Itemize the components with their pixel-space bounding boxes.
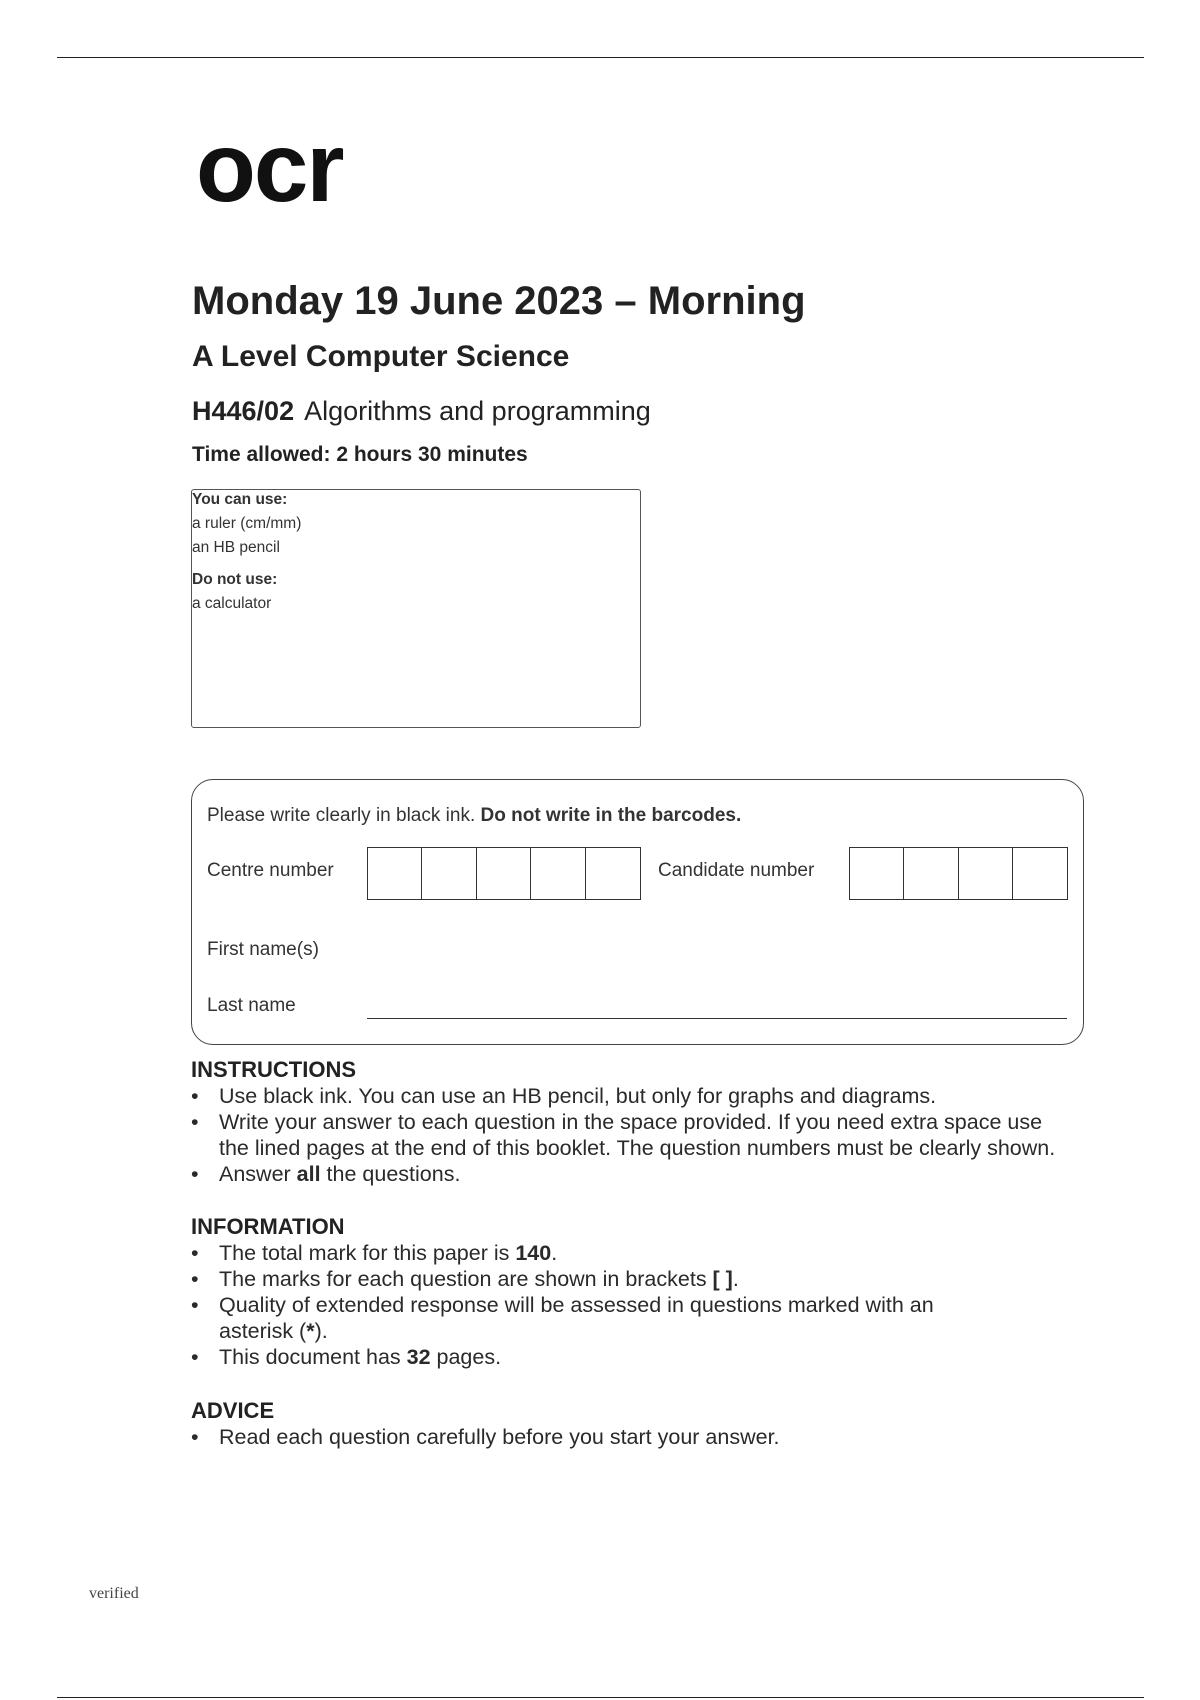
digit-box[interactable]: [850, 848, 904, 899]
advice-list: [191, 1424, 780, 1450]
cannot-use-item: a calculator: [192, 595, 272, 612]
list-item: • Quality of extended response will be assessed in questions marked with an asterisk (*).: [191, 1292, 934, 1344]
candidate-number-field[interactable]: [849, 847, 1068, 900]
list-item: • Answer all the questions.: [191, 1161, 1055, 1187]
digit-box[interactable]: [477, 848, 531, 899]
candidate-details-box: [191, 779, 1084, 1045]
barcode-warning: Do not write in the barcodes.: [480, 805, 742, 826]
advice-heading: ADVICE: [191, 1398, 275, 1423]
digit-box[interactable]: [531, 848, 585, 899]
information-heading: INFORMATION: [191, 1214, 345, 1239]
can-use-item: a ruler (cm/mm): [192, 515, 302, 532]
verified-mark: verified: [89, 1585, 139, 1602]
ocr-logo: ocr: [196, 112, 343, 222]
can-use-item: an HB pencil: [192, 539, 280, 556]
can-use-heading: You can use:: [192, 491, 288, 508]
digit-box[interactable]: [1013, 848, 1067, 899]
list-item: • Use black ink. You can use an HB pencil, but only for graphs and diagrams.: [191, 1083, 1055, 1109]
list-item: • The total mark for this paper is 140.: [191, 1240, 934, 1266]
information-list: [191, 1240, 934, 1370]
digit-box[interactable]: [959, 848, 1013, 899]
list-item: • The marks for each question are shown in brackets [ ].: [191, 1266, 934, 1292]
instructions-heading: INSTRUCTIONS: [191, 1057, 356, 1082]
digit-box[interactable]: [904, 848, 958, 899]
time-allowed: Time allowed: 2 hours 30 minutes: [192, 443, 528, 466]
last-name-label: Last name: [207, 995, 296, 1016]
ink-notice: [207, 805, 741, 827]
exam-date: Monday 19 June 2023 – Morning: [192, 279, 806, 323]
list-item: • Read each question carefully before you start your answer.: [191, 1424, 780, 1450]
paper-title: Algorithms and programming: [304, 396, 651, 426]
digit-box[interactable]: [422, 848, 476, 899]
digit-box[interactable]: [586, 848, 640, 899]
paper-code: H446/02: [192, 396, 295, 426]
ink-notice-text: Please write clearly in black ink.: [207, 805, 481, 826]
list-item: • Write your answer to each question in the space provided. If you need extra space use the lined pages at the end of this booklet. The question numbers must be clearly shown.: [191, 1109, 1055, 1161]
digit-box[interactable]: [368, 848, 422, 899]
equipment-box: [191, 489, 641, 728]
instructions-list: [191, 1083, 1055, 1187]
bottom-rule: [57, 1697, 1144, 1698]
centre-number-label: Centre number: [207, 860, 334, 881]
centre-number-field[interactable]: [367, 847, 641, 900]
candidate-number-label: Candidate number: [658, 860, 815, 881]
paper-heading: [192, 396, 651, 427]
last-name-field[interactable]: [367, 1018, 1067, 1019]
first-name-label: First name(s): [207, 939, 319, 960]
top-rule: [57, 57, 1144, 58]
list-item: • This document has 32 pages.: [191, 1344, 934, 1370]
subject-title: A Level Computer Science: [192, 340, 570, 373]
cannot-use-heading: Do not use:: [192, 571, 278, 588]
